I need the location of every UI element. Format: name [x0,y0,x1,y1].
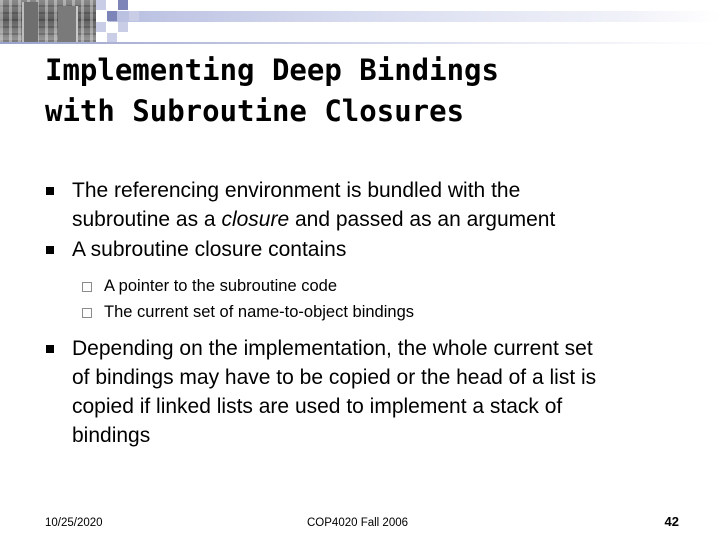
slide-title [45,50,685,132]
bullet-1-line-2-start: subroutine as a [72,208,222,231]
bullet-1-line-1: The referencing environment is bundled with the [72,179,521,202]
sub-bullet-1-text: A pointer to the subroutine code [104,277,337,295]
sub-bullet-box-icon [82,308,92,318]
bullet-1-line-2-end: and passed as an argument [289,208,556,231]
bullet-1-line-2 [72,205,555,234]
banner-square [96,0,106,10]
bullet-3-text [72,334,596,450]
bullet-3-line-3: copied if linked lists are used to implement a stack of [72,395,563,418]
banner-square [129,11,139,21]
sub-bullet-box-icon [82,282,92,292]
bullet-3-line-2: of bindings may have to be copied or the head of a list is [72,366,597,389]
bullet-3-line-4: bindings [72,424,151,447]
banner-square [96,22,106,32]
footer-date: 10/25/2020 [45,517,103,529]
bullet-marker [46,345,54,353]
banner-checker-pattern [96,0,720,42]
page-number: 42 [664,514,679,529]
building-photo [0,0,96,42]
bullet-marker [46,246,54,254]
banner-square [107,33,117,42]
title-divider [0,42,720,44]
closure-term: closure [221,208,290,231]
sub-bullet-2-text: The current set of name-to-object bindings [104,303,414,321]
slide-title-line-1: Implementing Deep Bindings [45,53,499,87]
bullet-marker [46,187,54,195]
banner-square [118,22,128,32]
bullet-1-text [72,176,555,234]
bullet-3-line-1: Depending on the implementation, the whole current set [72,337,593,360]
bullet-2-line-1: A subroutine closure contains [72,238,347,261]
footer-course: COP4020 Fall 2006 [307,517,409,529]
slide-title-line-2: with Subroutine Closures [45,94,465,128]
header-banner [0,0,720,42]
banner-square [107,11,117,21]
bullet-2-text [72,235,346,264]
banner-square [118,0,128,10]
photo-tower [22,2,38,42]
photo-building [58,6,78,42]
